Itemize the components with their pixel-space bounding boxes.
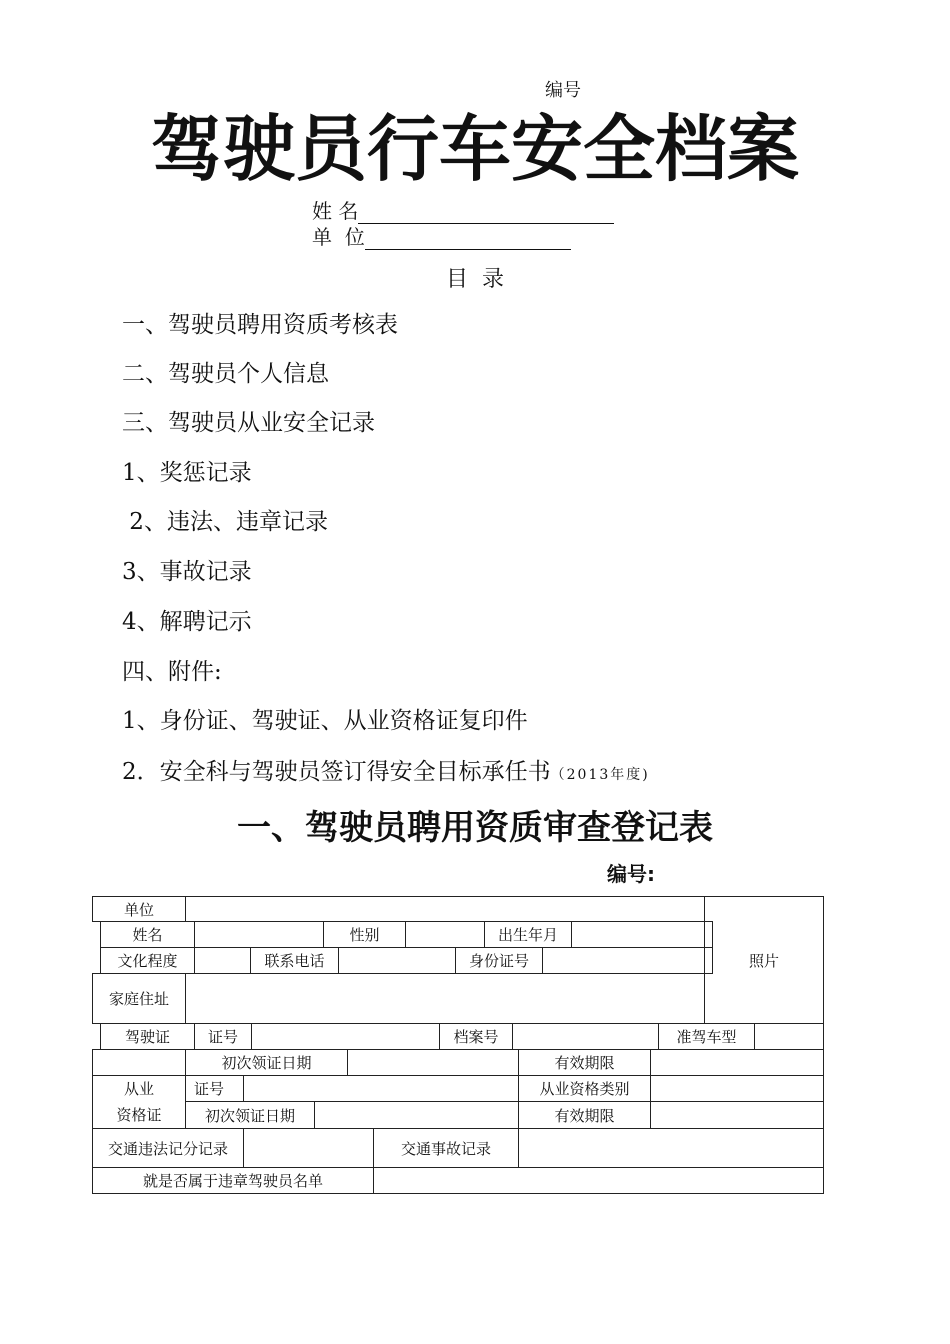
file-no-label-cell: 档案号	[439, 1023, 513, 1050]
name-blank-line[interactable]	[358, 203, 614, 224]
qual-first-issue-label-cell: 初次领证日期	[185, 1101, 315, 1129]
name-input-cell[interactable]	[194, 921, 324, 948]
violation-record-input-cell[interactable]	[243, 1128, 374, 1168]
name-label: 姓 名	[312, 199, 359, 223]
form-section-title: 一、驾驶员聘用资质审查登记表	[237, 808, 713, 848]
toc-title: 目 录	[446, 267, 504, 292]
qual-first-issue-input-cell[interactable]	[314, 1101, 519, 1129]
toc-item: 1、奖惩记录	[122, 460, 252, 486]
photo-cell[interactable]: 照片	[704, 896, 824, 1024]
toc-item: 3、事故记录	[122, 559, 252, 585]
form-serial-label: 编号:	[607, 862, 655, 886]
unit-blank-line[interactable]	[365, 229, 571, 250]
address-input-cell[interactable]	[185, 973, 705, 1024]
phone-label-cell: 联系电话	[250, 947, 339, 974]
license-no-label-cell: 证号	[194, 1023, 252, 1050]
phone-input-cell[interactable]	[338, 947, 456, 974]
toc-item: 2、违法、违章记录	[122, 509, 328, 535]
unit-field	[312, 224, 571, 250]
document-title: 驾驶员行车安全档案	[150, 106, 799, 191]
gender-label-cell: 性别	[323, 921, 406, 948]
qual-cert-no-input-cell[interactable]	[243, 1075, 519, 1102]
file-no-input-cell[interactable]	[512, 1023, 659, 1050]
toc-item: 一、驾驶员聘用资质考核表	[122, 312, 398, 338]
toc-item: 2．安全科与驾驶员签订得安全目标承任书（2013年度)	[122, 759, 650, 785]
toc-item: 三、驾驶员从业安全记录	[122, 410, 375, 436]
address-label-cell: 家庭住址	[92, 973, 186, 1024]
birth-input-cell[interactable]	[571, 921, 713, 948]
qual-category-label-cell: 从业资格类别	[518, 1075, 651, 1102]
license-valid-label-cell: 有效期限	[518, 1049, 651, 1076]
id-number-label-cell: 身份证号	[455, 947, 543, 974]
accident-record-input-cell[interactable]	[518, 1128, 824, 1168]
toc-item: 四、附件:	[122, 659, 222, 685]
license-valid-input-cell[interactable]	[650, 1049, 824, 1076]
license-first-issue-input-cell[interactable]	[347, 1049, 519, 1076]
qual-valid-label-cell: 有效期限	[518, 1101, 651, 1129]
id-number-input-cell[interactable]	[542, 947, 713, 974]
qual-category-input-cell[interactable]	[650, 1075, 824, 1102]
vehicle-type-label-cell: 准驾车型	[658, 1023, 755, 1050]
violation-record-label-cell: 交通违法记分记录	[92, 1128, 244, 1168]
license-label-cell: 驾驶证	[100, 1023, 195, 1050]
license-blank-cell	[92, 1049, 186, 1076]
toc-item: 4、解聘记示	[122, 609, 252, 635]
gender-input-cell[interactable]	[405, 921, 485, 948]
blacklist-label-cell: 就是否属于违章驾驶员名单	[92, 1167, 374, 1194]
qual-valid-input-cell[interactable]	[650, 1101, 824, 1129]
blacklist-input-cell[interactable]	[373, 1167, 824, 1194]
accident-record-label-cell: 交通事故记录	[373, 1128, 519, 1168]
license-first-issue-label-cell: 初次领证日期	[185, 1049, 348, 1076]
vehicle-type-input-cell[interactable]	[754, 1023, 824, 1050]
license-no-input-cell[interactable]	[251, 1023, 440, 1050]
education-input-cell[interactable]	[194, 947, 251, 974]
birth-label-cell: 出生年月	[484, 921, 572, 948]
qual-cert-no-label-cell: 证号	[185, 1075, 244, 1102]
toc-item-year-note: （2013年度)	[550, 767, 650, 783]
name-field	[312, 198, 614, 224]
toc-item: 1、身份证、驾驶证、从业资格证复印件	[122, 708, 528, 734]
toc-item: 二、驾驶员个人信息	[122, 361, 329, 387]
unit-input-cell[interactable]	[185, 896, 705, 922]
name-label-cell: 姓名	[100, 921, 195, 948]
unit-label: 单 位	[312, 225, 365, 249]
serial-number-label: 编号	[545, 80, 581, 101]
qualification-cert-label-cell: 从业 资格证	[92, 1075, 186, 1129]
unit-label-cell: 单位	[92, 896, 186, 922]
education-label-cell: 文化程度	[100, 947, 195, 974]
